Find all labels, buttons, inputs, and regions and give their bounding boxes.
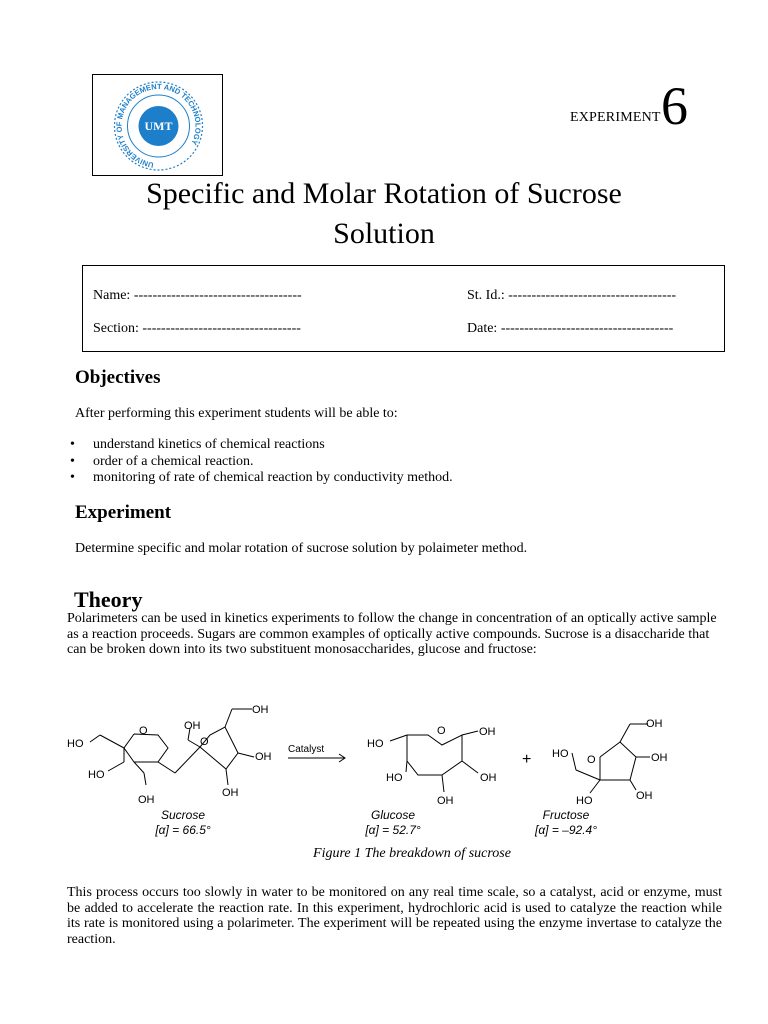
experiment-heading: Experiment xyxy=(75,502,172,523)
theory-paragraph-2: This process occurs too slowly in water to be monitored on any real time scale, so a catalyst, acid or enzyme, must be added to accelerate the reaction rate. In this experiment, hydrochloric acid is used to catalyze the reaction while its rate is monitored using a polarimeter. The experiment will be repeated using the enzyme invertase to catalyze the reaction. xyxy=(67,885,722,947)
glucose-oh-3: OH xyxy=(437,795,454,807)
title-line-2: Solution xyxy=(333,217,435,250)
sucrose-oh-5: OH xyxy=(222,787,239,799)
sucrose-oh-4: OH xyxy=(255,751,272,763)
bullet-icon: • xyxy=(70,453,75,469)
university-logo-frame xyxy=(92,74,223,176)
objectives-list xyxy=(70,437,453,487)
list-item: • understand kinetics of chemical reactions xyxy=(70,437,325,452)
fructose-oh-3: OH xyxy=(636,790,653,802)
glucose-ring-o: O xyxy=(437,725,446,737)
logo-text: UMT xyxy=(144,119,173,133)
experiment-text: Determine specific and molar rotation of sucrose solution by polaimeter method. xyxy=(75,541,528,556)
list-item: • monitoring of rate of chemical reaction by conductivity method. xyxy=(70,470,453,485)
glucose-ho-1: HO xyxy=(367,738,384,750)
date-field[interactable]: Date: ------------------------------------- xyxy=(467,321,674,336)
plus-sign: + xyxy=(522,751,532,768)
title-line-1: Specific and Molar Rotation of Sucrose xyxy=(146,177,622,210)
bullet-icon: • xyxy=(70,470,75,485)
fructose-ho-2: HO xyxy=(576,795,593,807)
page-title xyxy=(0,174,768,254)
glucose-oh-2: OH xyxy=(480,772,497,784)
sucrose-oh-3: OH xyxy=(252,704,269,716)
objectives-intro: After performing this experiment students will be able to: xyxy=(75,406,398,421)
theory-heading: Theory xyxy=(74,587,143,612)
fructose-ho-1: HO xyxy=(552,748,569,760)
university-logo xyxy=(93,75,224,177)
sucrose-ho-2: HO xyxy=(88,769,105,781)
catalyst-label: Catalyst xyxy=(288,744,325,755)
sucrose-ring-o-2: O xyxy=(200,736,209,748)
sucrose-ho-1: HO xyxy=(67,738,84,750)
section-field[interactable]: Section: ---------------------------------- xyxy=(93,321,301,336)
bullet-icon: • xyxy=(70,437,75,452)
glucose-oh-1: OH xyxy=(479,726,496,738)
theory-paragraph-1: Polarimeters can be used in kinetics experiments to follow the change in concentration of an optically active sample as a reaction proceeds. Sugars are common examples of optically active compounds. Sucrose is a disaccharide that can be broken down into its two substituent monosaccharides, glucose and fructose: xyxy=(67,611,717,657)
student-id-field[interactable]: St. Id.: ------------------------------------ xyxy=(467,288,677,303)
glucose-rotation: [α] = 52.7° xyxy=(365,823,421,837)
sucrose-rotation: [α] = 66.5° xyxy=(155,823,211,837)
sucrose-label: Sucrose xyxy=(160,808,206,822)
list-item: • order of a chemical reaction. xyxy=(70,453,254,469)
fructose-oh-2: OH xyxy=(651,752,668,764)
logo-ring-text: UNIVERSITY OF MANAGEMENT AND TECHNOLOGY xyxy=(114,81,203,170)
objectives-heading: Objectives xyxy=(75,367,161,388)
sucrose-oh-2: OH xyxy=(184,720,201,732)
glucose-label: Glucose xyxy=(370,808,416,822)
experiment-number: 6 xyxy=(661,76,688,136)
experiment-label: EXPERIMENT xyxy=(570,110,661,125)
student-info-box xyxy=(82,265,725,352)
fructose-label: Fructose xyxy=(542,808,590,822)
name-field[interactable]: Name: ------------------------------------ xyxy=(93,288,302,303)
fructose-rotation: [α] = –92.4° xyxy=(534,823,598,837)
fructose-oh-1: OH xyxy=(646,718,663,730)
figure-caption: Figure 1 The breakdown of sucrose xyxy=(313,846,511,861)
sucrose-ring-o-1: O xyxy=(139,725,148,737)
sucrose-breakdown-figure xyxy=(0,695,768,845)
glucose-ho-2: HO xyxy=(386,772,403,784)
fructose-ring-o: O xyxy=(587,754,596,766)
sucrose-oh-1: OH xyxy=(138,794,155,806)
